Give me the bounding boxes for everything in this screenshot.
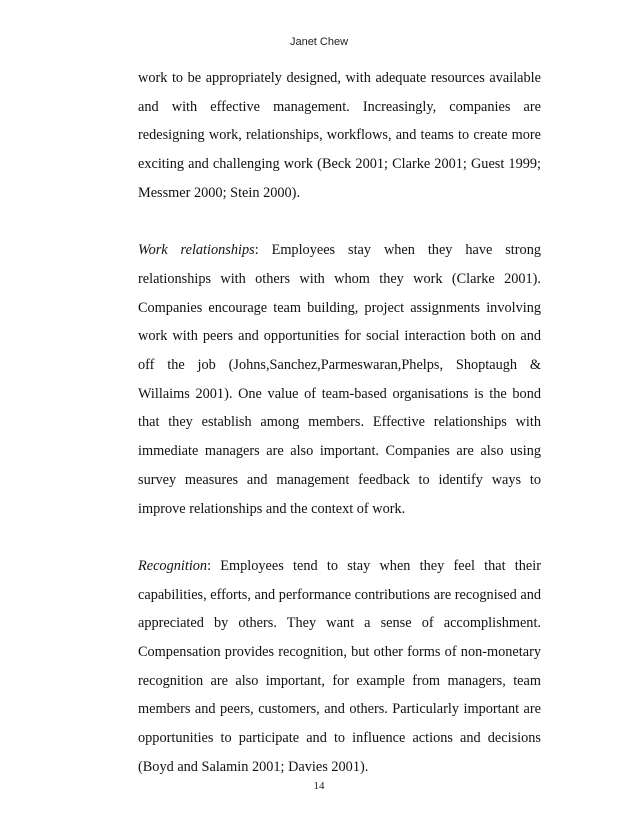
paragraph-work-design <box>138 64 541 208</box>
body-text <box>138 64 541 782</box>
paragraph-heading-work-relationships: Work relationships <box>138 242 255 259</box>
paragraph-recognition <box>138 552 541 782</box>
paragraph-text: : Employees stay when they have strong relationships with others with whom they work (Clarke 2001). Companies encourage team building, project assignments involving work with peers and opportunities for social interaction both on and off the job (Johns,Sanchez,Parmeswaran,Phelps, Shoptaugh & Willaims 2001). One value of team-based organisations is the bond that they establish among members. Effective relationships with immediate managers are also important. Companies are also using survey measures and management feedback to identify ways to improve relationships and the context of work. <box>138 242 541 517</box>
paragraph-heading-recognition: Recognition <box>138 557 208 574</box>
paragraph-text: work to be appropriately designed, with adequate resources available and with effective management. Increasingly, companies are redesigning work, relationships, workflows, and teams to create more exciting and challenging work (Beck 2001; Clarke 2001; Guest 1999; Messmer 2000; Stein 2000). <box>138 70 541 201</box>
paragraph-text: : Employees tend to stay when they feel that their capabilities, efforts, and performance contributions are recognised and appreciated by others. They want a sense of accomplishment. Compensation provides recognition, but other forms of non-monetary recognition are also important, for example from managers, team members and peers, customers, and others. Particularly important are opportunities to participate and to influence actions and decisions (Boyd and Salamin 2001; Davies 2001). <box>138 557 541 775</box>
page-number: 14 <box>313 780 325 792</box>
running-header-author: Janet Chew <box>289 36 349 48</box>
paragraph-work-relationships <box>138 236 541 523</box>
